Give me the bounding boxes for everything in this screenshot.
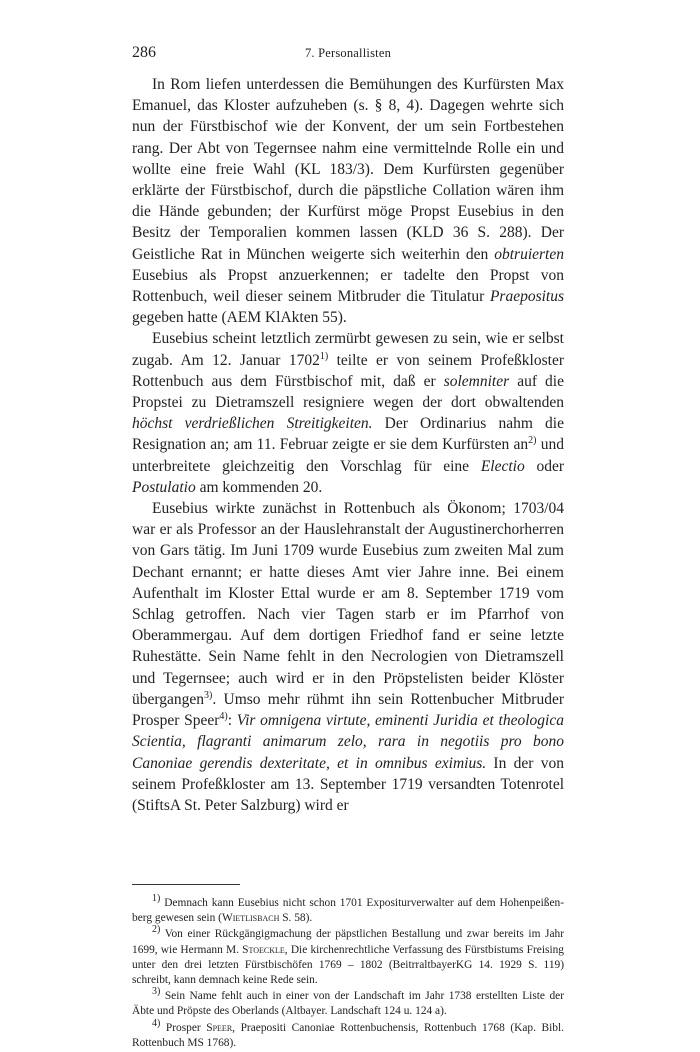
paragraph-2: Eusebius scheint letztlich zermürbt gewesen zu sein, wie er selbst zugab. Am 12. Januar 1702$^{1)}$ teilte er von seinem Profeßkloster Rottenbuch aus dem Fürstbischof mit, daß er solemniter auf die Propstei zu Dietramszell resigniere wegen der dort obwaltenden höchst verdrießlichen Streitigkeiten. Der Ordinarius nahm die Resignation an; am 11. Februar zeigte er sie dem Kurfürsten $an^{2)}$ und unterbreitete gleichzeitig den Vorschlag für eine Electio oder Postulatio am kommenden 20. [132, 330, 565, 496]
footnote-2: $^{2)}$ Von einer Rückgängigmachung der päpstlichen Bestallung und zwar bereits im Jahr 1699, wie Hermann M. Stoeckle, Die kirchenrechtliche Verfassung des Fürstbistums Freising unter den drei letzten Fürstbischöfen 1769 – 1802 (BeitrraltbayerKG 14. 1929 S. 119) schreibt, kann demnach keine Rede sein. [132, 924, 565, 987]
main-text [132, 74, 564, 816]
running-head: 7. Personallisten [304, 46, 392, 60]
footnote-4: $^{4)}$ Prosper Speer, Praepositi Canoniae Rottenbuchensis, Rottenbuch 1768 (Kap. Bibl. Rottenbuch MS 1768). [132, 1017, 564, 1049]
footnote-ref: 2) [528, 435, 537, 447]
paragraph-1: In Rom liefen unterdessen die Bemühungen des Kurfürsten Max Emanuel, das Kloster aufzuheben (s. § 8, 4). Dagegen wehrte sich nun der Fürstbischof wie der Konvent, der um sein Fortbestehen rang. Der Abt von Tegernsee nahm eine vermittelnde Rolle ein und wollte eine freie Wahl (KL 183/3). Dem Kurfürsten gegenüber erklärte der Fürstbischof, durch die päpstliche Collation wären ihm die Hände gebunden; der Kurfürst möge Propst Eusebius in den Besitz der Temporalien kommen lassen (KLD 36 S. 288). Der Geistliche Rat in München weigerte sich weiterhin den obtruierten Eusebius als Propst anzuerkennen; er tadelte den Propst von Rottenbuch, weil dieser seinem Mitbruder die Titulatur Praepositus gegeben hatte (AEM KlAkten 55). [132, 76, 564, 327]
footnote-ref: 1) [319, 350, 329, 362]
footnote-3: $^{3)}$ Sein Name fehlt auch in einer von der Landschaft im Jahr 1738 erstellten Liste der Äbte und Pröpste des Oberlands (Altbayer. Landschaft 124 u. 124 a). [132, 986, 564, 1018]
footnotes [132, 893, 565, 1052]
paragraph-3: Eusebius wirkte zunächst in Rottenbuch als Ökonom; 1703/04 war er als Professor an der Hauslehranstalt der Augustinerchorherren von Gars tätig. Im Juni 1709 wurde Eusebius zum zweiten Mal zum Dechant ernannt; er hatte dieses Amt vier Jahre inne. Bei einem Aufenthalt im Kloster Ettal wurde er am 8. September 1719 vom Schlag getroffen. Nach vier Tagen starb er im Pfarrhof von Oberammergau. Auf dem dortigen Friedhof fand er seine letzte Ruhestätte. Sein Name fehlt in den Necrologien von Dietramszell und Tegernsee; auch wird er in den Pröpstelisten beider Klöster übergangen$^{3)}$. Umso mehr rühmt ihn sein Rottenbucher Mitbruder Prosper Speer$^{4)}$: Vir omnigena virtute, eminenti Juridia et theologica Scientia, flagranti animarum zelo, rara in negotiis pro bono Canoniae gerendis dexteritate, et in omnibus eximius. In der von seinem Profeßkloster am 13. September 1719 versandten Totenrotel (StiftsA St. Peter Salzburg) wird er [132, 500, 564, 814]
page-number: 286 [132, 44, 156, 61]
footnote-separator [132, 884, 240, 885]
footnote-ref: 4) [219, 710, 228, 722]
footnote-1: $^{1)}$ Demnach kann Eusebius nicht schon 1701 Expositurverwalter auf dem Hohenpeißenberg gewesen sein (Wietlisbach S. 58). [132, 893, 564, 925]
footnote-ref: 3) [204, 689, 213, 701]
